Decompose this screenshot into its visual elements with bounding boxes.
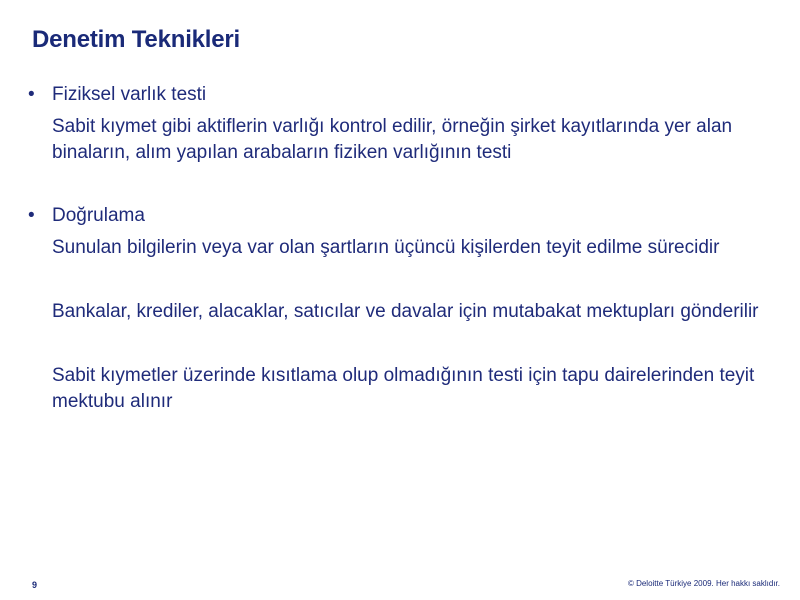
page-number: 9 [32,580,38,590]
slide-content [28,82,778,415]
bullet-item-dogrulama [28,203,778,229]
bullet-icon: • [28,84,35,105]
bullet-heading: Fiziksel varlık testi [52,84,207,105]
bullet-item-fiziksel [28,82,778,108]
paragraph-text: Sabit kıymet gibi aktiflerin varlığı kontrol edilir, örneğin şirket kayıtlarında yer alan binaların, alım yapılan arabaların fiziken varlığının testi [52,116,733,163]
copyright-notice: © Deloitte Türkiye 2009. Her hakkı saklıdır. [627,579,780,588]
paragraph-text: Bankalar, krediler, alacaklar, satıcılar ve davalar için mutabakat mektupları gönderilir [52,301,759,322]
bullet-heading: Doğrulama [52,205,145,226]
bullet-icon: • [28,205,35,226]
slide-title: Denetim Teknikleri [32,26,241,53]
paragraph-text: Sunulan bilgilerin veya var olan şartların üçüncü kişilerden teyit edilme sürecidir [52,237,720,258]
paragraph-text: Sabit kıymetler üzerinde kısıtlama olup olmadığının testi için tapu dairelerinden teyit mektubu alınır [52,365,755,412]
